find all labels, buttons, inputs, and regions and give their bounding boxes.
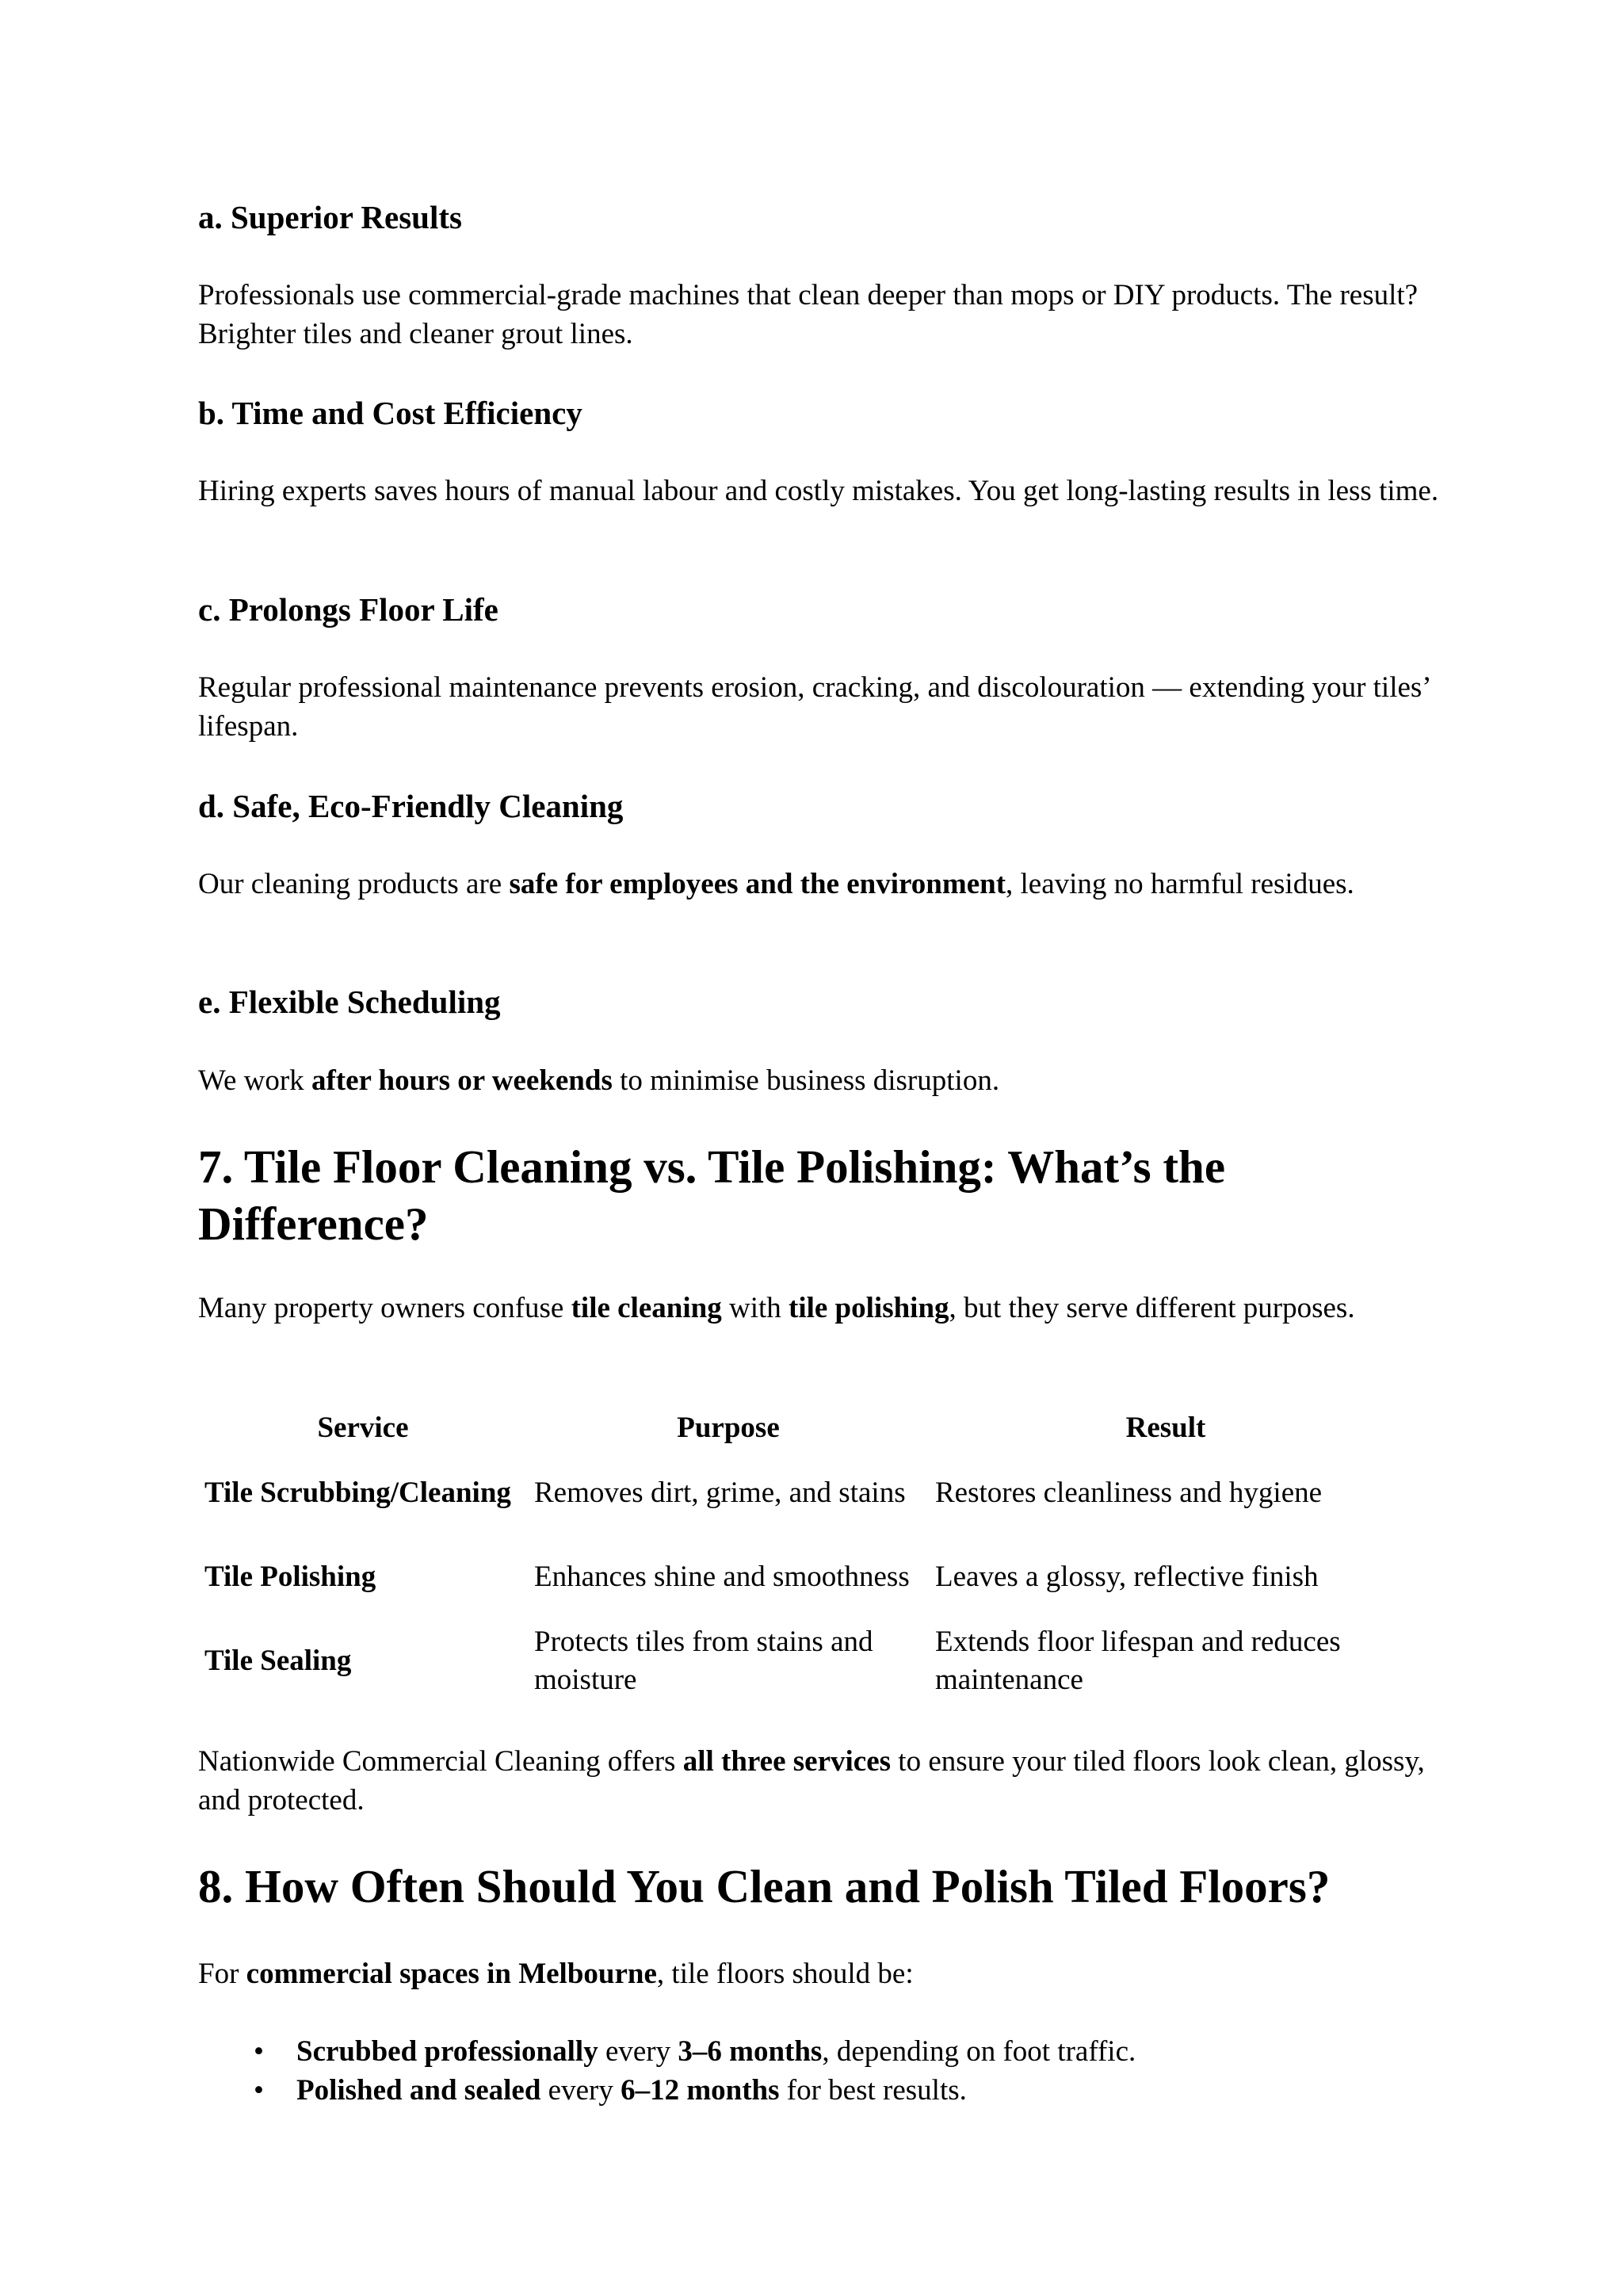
bold-segment: commercial spaces in Melbourne bbox=[246, 1958, 657, 1990]
bold-segment: after hours or weekends bbox=[311, 1064, 613, 1097]
table-header-service: Service bbox=[317, 1412, 409, 1444]
text-segment: Our cleaning products are bbox=[198, 868, 510, 900]
paragraph-flexible-scheduling bbox=[198, 1061, 1450, 1100]
section-7-title: 7. Tile Floor Cleaning vs. Tile Polishing: What’s the Difference? bbox=[198, 1140, 1226, 1250]
text-segment: , leaving no harmful residues. bbox=[1006, 868, 1354, 900]
section-7-intro bbox=[198, 1289, 1450, 1328]
table-cell-result: Leaves a glossy, reflective finish bbox=[935, 1561, 1319, 1593]
table-cell-service: Tile Scrubbing/Cleaning bbox=[204, 1477, 511, 1509]
bold-segment: tile polishing bbox=[789, 1292, 949, 1324]
text-segment: every bbox=[540, 2074, 621, 2107]
table-row bbox=[198, 1535, 1403, 1619]
bold-segment: all three services bbox=[682, 1745, 892, 1778]
text-segment: every bbox=[598, 2035, 678, 2068]
section-8-title: 8. How Often Should You Clean and Polish Tiled Floors? bbox=[198, 1860, 1331, 1912]
table-cell-service: Tile Polishing bbox=[204, 1561, 376, 1593]
table-cell-result: Extends floor lifespan and reduces maintenance bbox=[935, 1626, 1341, 1696]
text-segment: for best results. bbox=[779, 2074, 967, 2107]
text-segment: Nationwide Commercial Cleaning offers bbox=[198, 1745, 683, 1778]
text-segment: with bbox=[721, 1292, 789, 1324]
table-row bbox=[198, 1619, 1403, 1703]
table-cell-service: Tile Sealing bbox=[204, 1645, 352, 1677]
text-segment: to minimise business disruption. bbox=[612, 1064, 1000, 1097]
frequency-bullet-list bbox=[198, 2032, 1136, 2110]
bold-segment: 6–12 months bbox=[621, 2074, 780, 2107]
text-segment: , depending on foot traffic. bbox=[822, 2035, 1136, 2068]
heading-safe-eco-friendly: d. Safe, Eco-Friendly Cleaning bbox=[198, 788, 624, 824]
paragraph-safe-eco-friendly bbox=[198, 865, 1450, 904]
section-7-outro bbox=[198, 1742, 1450, 1820]
text-segment: Many property owners confuse bbox=[198, 1292, 571, 1324]
bold-segment: Polished and sealed bbox=[296, 2074, 541, 2107]
table-cell-purpose: Removes dirt, grime, and stains bbox=[534, 1477, 906, 1509]
text-segment: We work bbox=[198, 1064, 311, 1097]
list-item bbox=[198, 2032, 1136, 2071]
text-segment: , but they serve different purposes. bbox=[949, 1292, 1355, 1324]
heading-superior-results: a. Superior Results bbox=[198, 199, 462, 235]
text-segment: , tile floors should be: bbox=[656, 1958, 914, 1990]
section-8-intro bbox=[198, 1954, 1450, 1993]
paragraph-superior-results: Professionals use commercial-grade machines that clean deeper than mops or DIY products. The result? Brighter tiles and cleaner grout lines. bbox=[198, 279, 1419, 350]
bold-segment: safe for employees and the environment bbox=[509, 868, 1006, 900]
bullet-icon: • bbox=[254, 2074, 264, 2107]
table-cell-result: Restores cleanliness and hygiene bbox=[935, 1477, 1323, 1509]
text-segment: to ensure your tiled floors look clean, glossy, and protected. bbox=[198, 1745, 1425, 1817]
heading-flexible-scheduling: e. Flexible Scheduling bbox=[198, 984, 501, 1020]
bullet-icon: • bbox=[254, 2035, 264, 2068]
paragraph-prolongs-floor-life: Regular professional maintenance prevents erosion, cracking, and discolouration — extending your tiles’ lifespan. bbox=[198, 671, 1430, 743]
bold-segment: tile cleaning bbox=[571, 1292, 722, 1324]
table-header-result: Result bbox=[1125, 1412, 1206, 1444]
table-header-row bbox=[198, 1405, 1403, 1451]
list-item bbox=[198, 2071, 1136, 2110]
services-comparison-table bbox=[198, 1405, 1403, 1703]
table-header-purpose: Purpose bbox=[677, 1412, 780, 1444]
heading-time-cost-efficiency: b. Time and Cost Efficiency bbox=[198, 395, 582, 431]
heading-prolongs-floor-life: c. Prolongs Floor Life bbox=[198, 591, 498, 628]
table-row bbox=[198, 1451, 1403, 1535]
bold-segment: 3–6 months bbox=[678, 2035, 823, 2068]
table-cell-purpose: Protects tiles from stains and moisture bbox=[534, 1626, 873, 1696]
text-segment: For bbox=[198, 1958, 246, 1990]
paragraph-time-cost-efficiency: Hiring experts saves hours of manual labour and costly mistakes. You get long-lasting results in less time. bbox=[198, 475, 1439, 507]
table-cell-purpose: Enhances shine and smoothness bbox=[534, 1561, 910, 1593]
bold-segment: Scrubbed professionally bbox=[296, 2035, 598, 2068]
